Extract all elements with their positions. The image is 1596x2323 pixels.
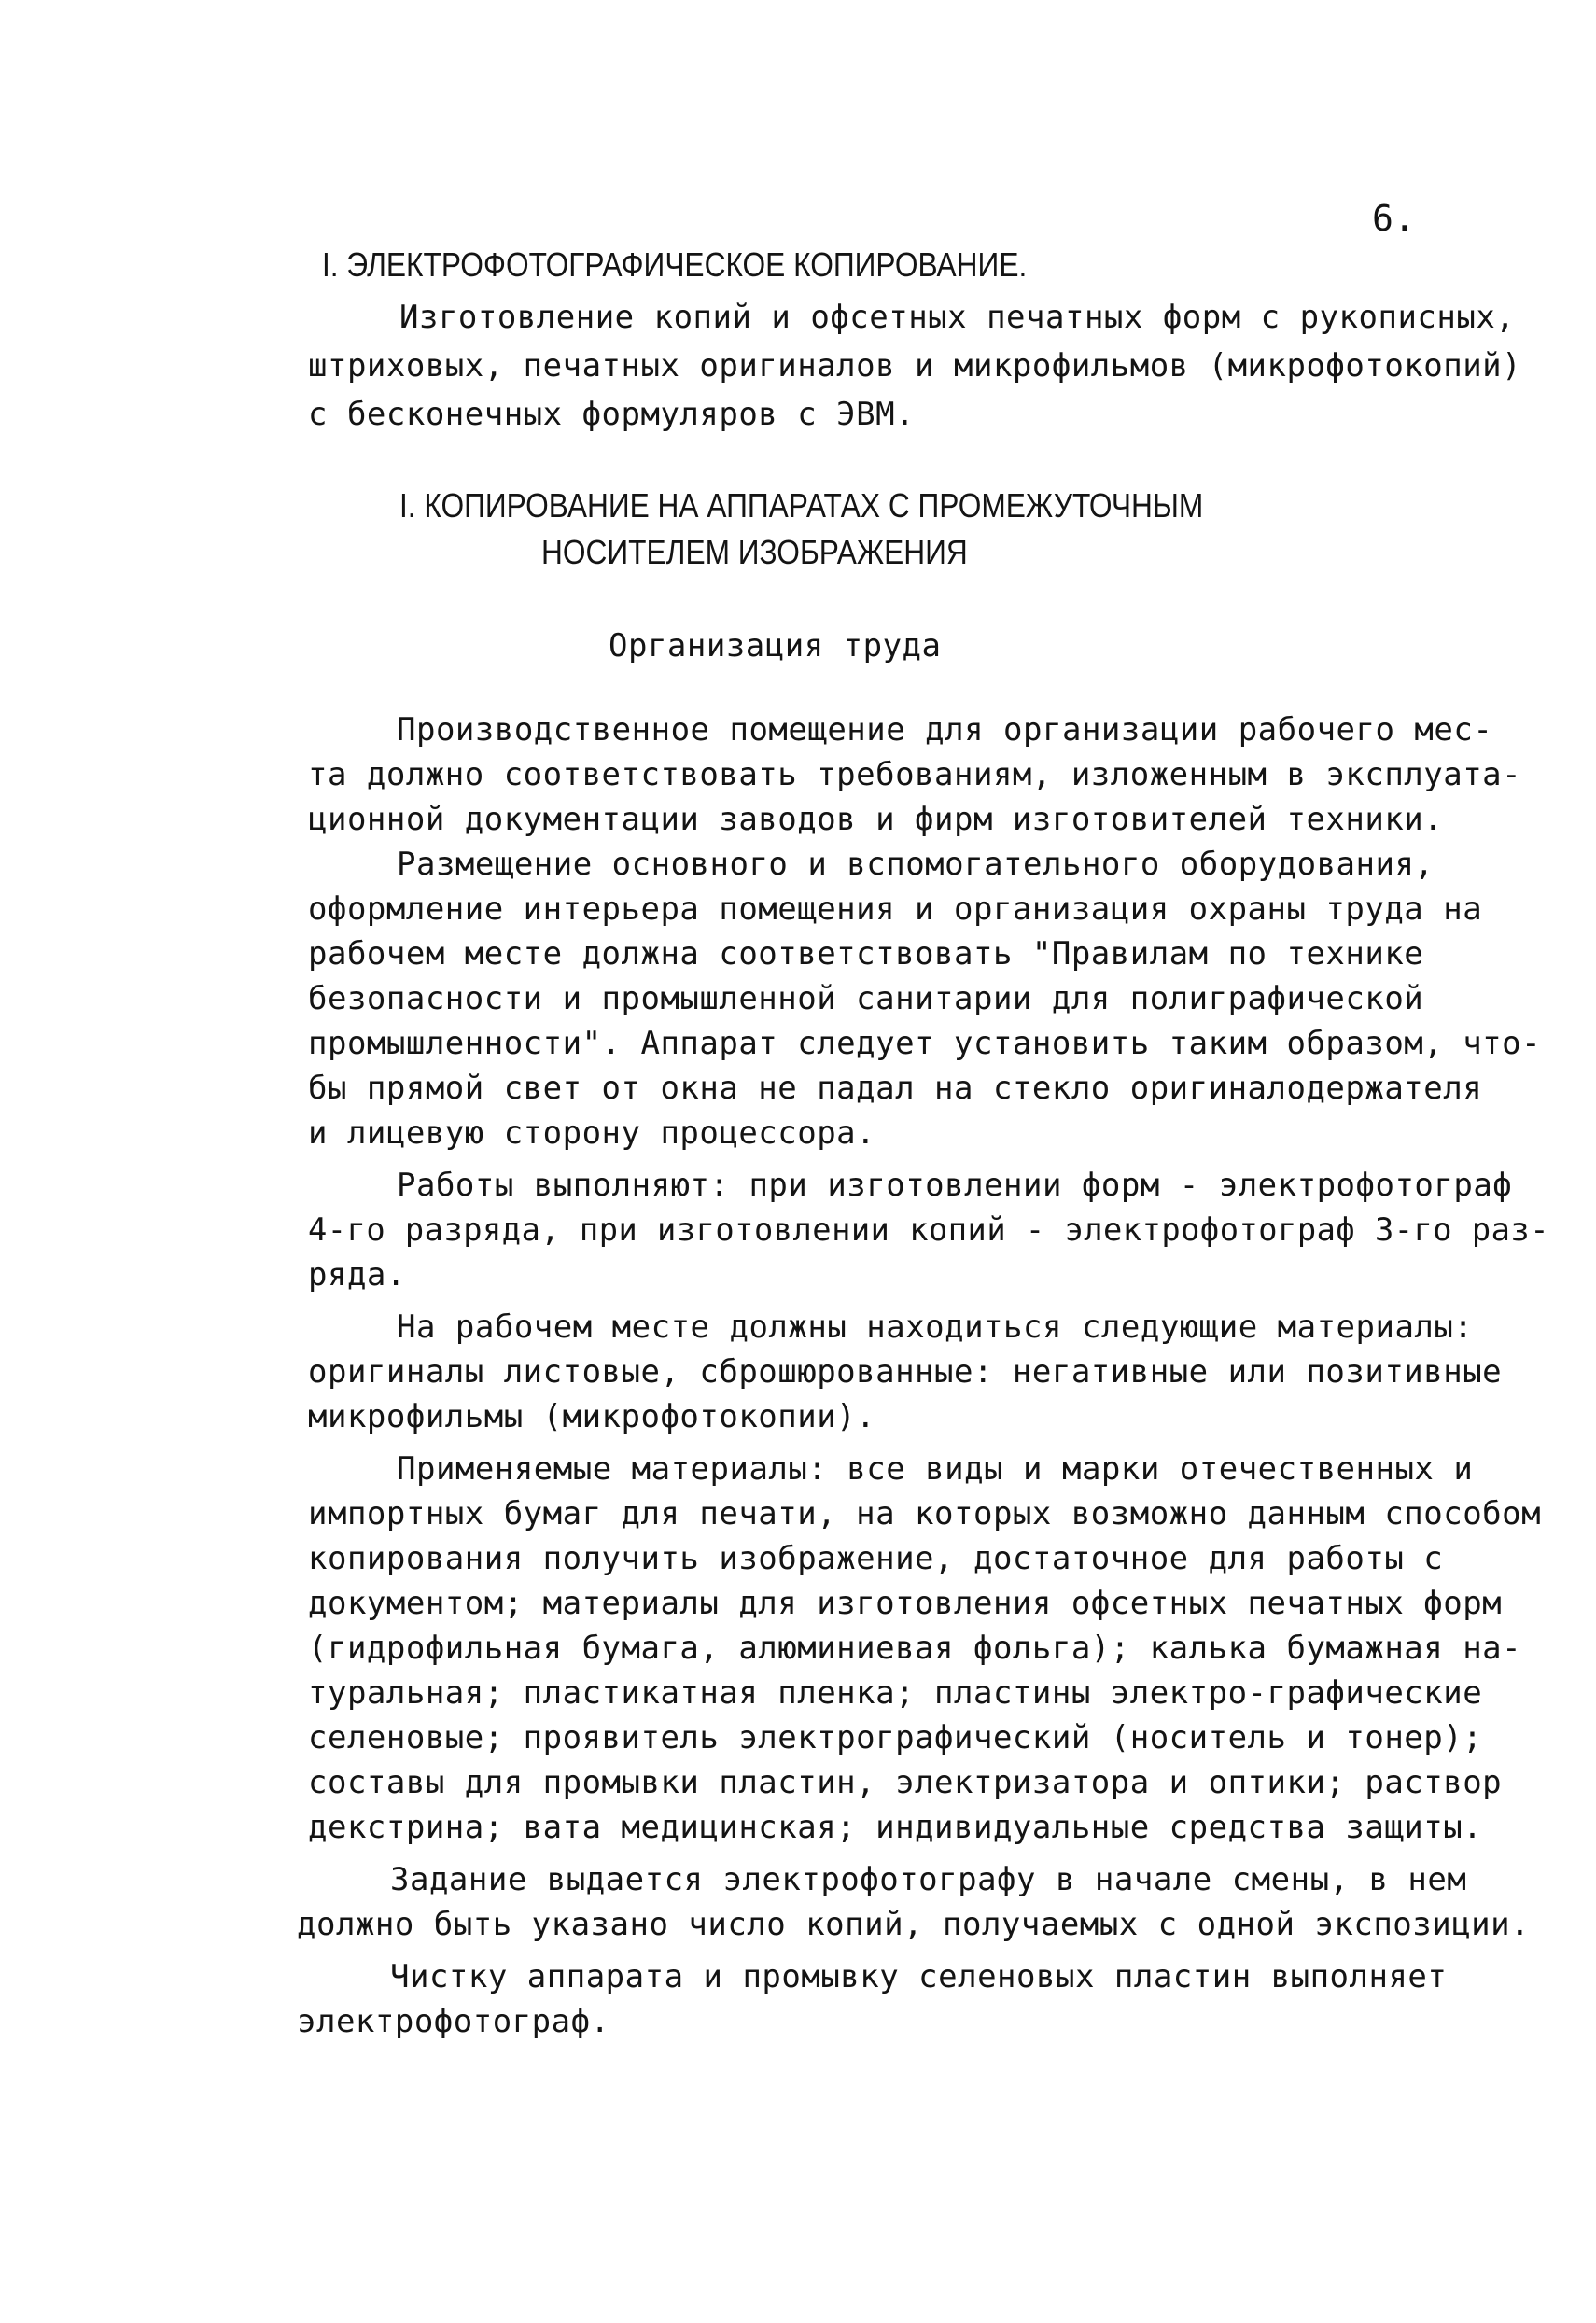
- body-line: должно быть указано число копий, получаемых с одной экспозиции.: [297, 1906, 1531, 1943]
- subheading: Организация труда: [609, 627, 942, 665]
- body-line: та должно соответствовать требованиям, изложенным в эксплуата-: [308, 756, 1522, 793]
- page-number: 6.: [1372, 198, 1416, 239]
- body-line: безопасности и промышленной санитарии для полиграфической: [308, 980, 1424, 1017]
- section-intro-line: Изготовление копий и офсетных печатных форм с рукописных,: [399, 299, 1516, 336]
- body-line: оформление интерьера помещения и организация охраны труда на: [308, 890, 1483, 928]
- body-line: Производственное помещение для организации рабочего мес-: [397, 711, 1493, 749]
- section-intro-line: с бесконечных формуляров с ЭВМ.: [308, 396, 916, 433]
- body-line: (гидрофильная бумага, алюминиевая фольга); калька бумажная на-: [308, 1630, 1522, 1667]
- section-title: I. ЭЛЕКТРОФОТОГРАФИЧЕСКОЕ КОПИРОВАНИЕ.: [322, 245, 1028, 284]
- section-intro-line: штриховых, печатных оригиналов и микрофильмов (микрофотокопий): [308, 347, 1522, 385]
- body-line: туральная; пластикатная пленка; пластины электро-графические: [308, 1674, 1483, 1712]
- body-line: Размещение основного и вспомогательного оборудования,: [397, 846, 1435, 883]
- body-line: бы прямой свет от окна не падал на стекло оригиналодержателя: [308, 1070, 1483, 1107]
- body-line: ционной документации заводов и фирм изготовителей техники.: [308, 801, 1444, 838]
- body-line: микрофильмы (микрофотокопии).: [308, 1398, 876, 1435]
- body-line: составы для промывки пластин, электризатора и оптики; раствор: [308, 1764, 1503, 1801]
- subsection-title-line: I. КОПИРОВАНИЕ НА АППАРАТАХ С ПРОМЕЖУТОЧНЫМ: [399, 486, 1204, 525]
- body-line: На рабочем месте должны находиться следующие материалы:: [397, 1308, 1474, 1346]
- subsection-title-line: НОСИТЕЛЕМ ИЗОБРАЖЕНИЯ: [541, 533, 968, 571]
- body-line: декстрина; вата медицинская; индивидуальные средства защиты.: [308, 1809, 1483, 1846]
- body-line: оригиналы листовые, сброшюрованные: негативные или позитивные: [308, 1353, 1503, 1391]
- body-line: импортных бумаг для печати, на которых возможно данным способом: [308, 1495, 1542, 1532]
- body-line: документом; материалы для изготовления офсетных печатных форм: [308, 1585, 1503, 1622]
- body-line: Применяемые материалы: все виды и марки отечественных и: [397, 1450, 1474, 1488]
- body-line: селеновые; проявитель электрографический (носитель и тонер);: [308, 1719, 1483, 1756]
- body-line: 4-го разряда, при изготовлении копий - электрофотограф 3-го раз-: [308, 1211, 1549, 1249]
- body-line: и лицевую сторону процессора.: [308, 1114, 876, 1152]
- body-line: электрофотограф.: [297, 2003, 610, 2040]
- body-line: Чистку аппарата и промывку селеновых пластин выполняет: [390, 1958, 1448, 1995]
- body-line: Задание выдается электрофотографу в начале смены, в нем: [390, 1861, 1467, 1898]
- body-line: Работы выполняют: при изготовлении форм - электрофотограф: [397, 1167, 1513, 1204]
- body-line: копирования получить изображение, достаточное для работы с: [308, 1540, 1444, 1577]
- body-line: рабочем месте должна соответствовать "Правилам по технике: [308, 935, 1424, 973]
- body-line: ряда.: [308, 1256, 406, 1294]
- body-line: промышленности". Аппарат следует установить таким образом, что-: [308, 1025, 1542, 1062]
